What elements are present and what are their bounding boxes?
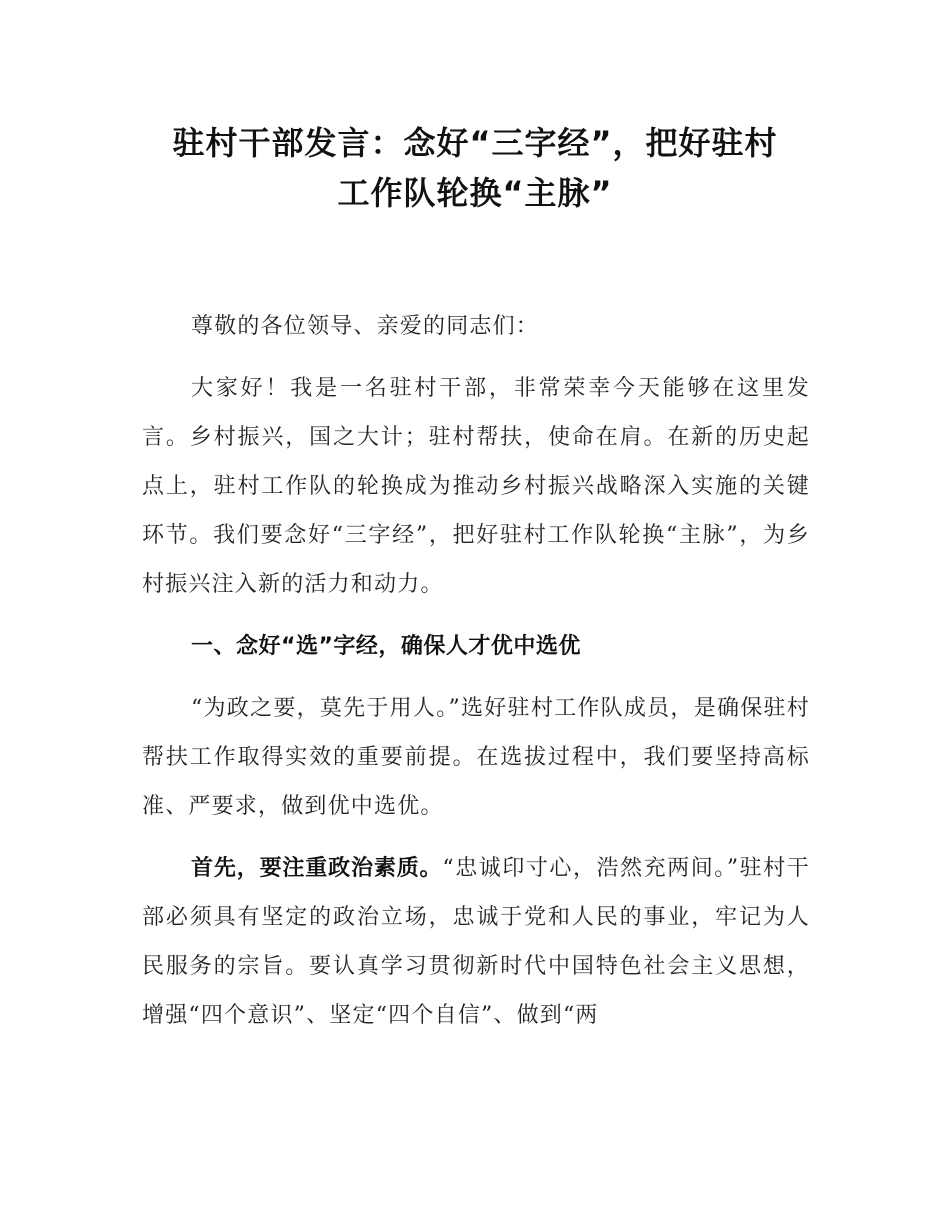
title-line-1: 驻村干部发言：念好“三字经”，把好驻村 [172,124,778,162]
title-line-2: 工作队轮换“主脉” [337,174,613,212]
point-1-lead: 首先，要注重政治素质。 [191,856,443,881]
document-title [120,118,830,218]
document-body [142,302,810,1053]
greeting-paragraph: 尊敬的各位领导、亲爱的同志们： [191,314,540,339]
section-heading-1: 一、念好“选”字经，确保人才优中选优 [191,634,581,659]
point-1-paragraph [142,844,810,1040]
point-1-text: “忠诚印寸心，浩然充两间。”驻村干部必须具有坚定的政治立场，忠诚于党和人民的事业，牢记为人民服务的宗旨。要认真学习贯彻新时代中国特色社会主义思想，增强“四个意识”、坚定“四个自信”、做到“两 [142,856,810,1028]
intro-paragraph: 大家好！我是一名驻村干部，非常荣幸今天能够在这里发言。乡村振兴，国之大计；驻村帮扶，使命在肩。在新的历史起点上，驻村工作队的轮换成为推动乡村振兴战略深入实施的关键环节。我们要念好“三字经”，把好驻村工作队轮换“主脉”，为乡村振兴注入新的活力和动力。 [142,376,810,597]
section-1-paragraph: “为政之要，莫先于用人。”选好驻村工作队成员，是确保驻村帮扶工作取得实效的重要前提。在选拔过程中，我们要坚持高标准、严要求，做到优中选优。 [142,696,810,819]
